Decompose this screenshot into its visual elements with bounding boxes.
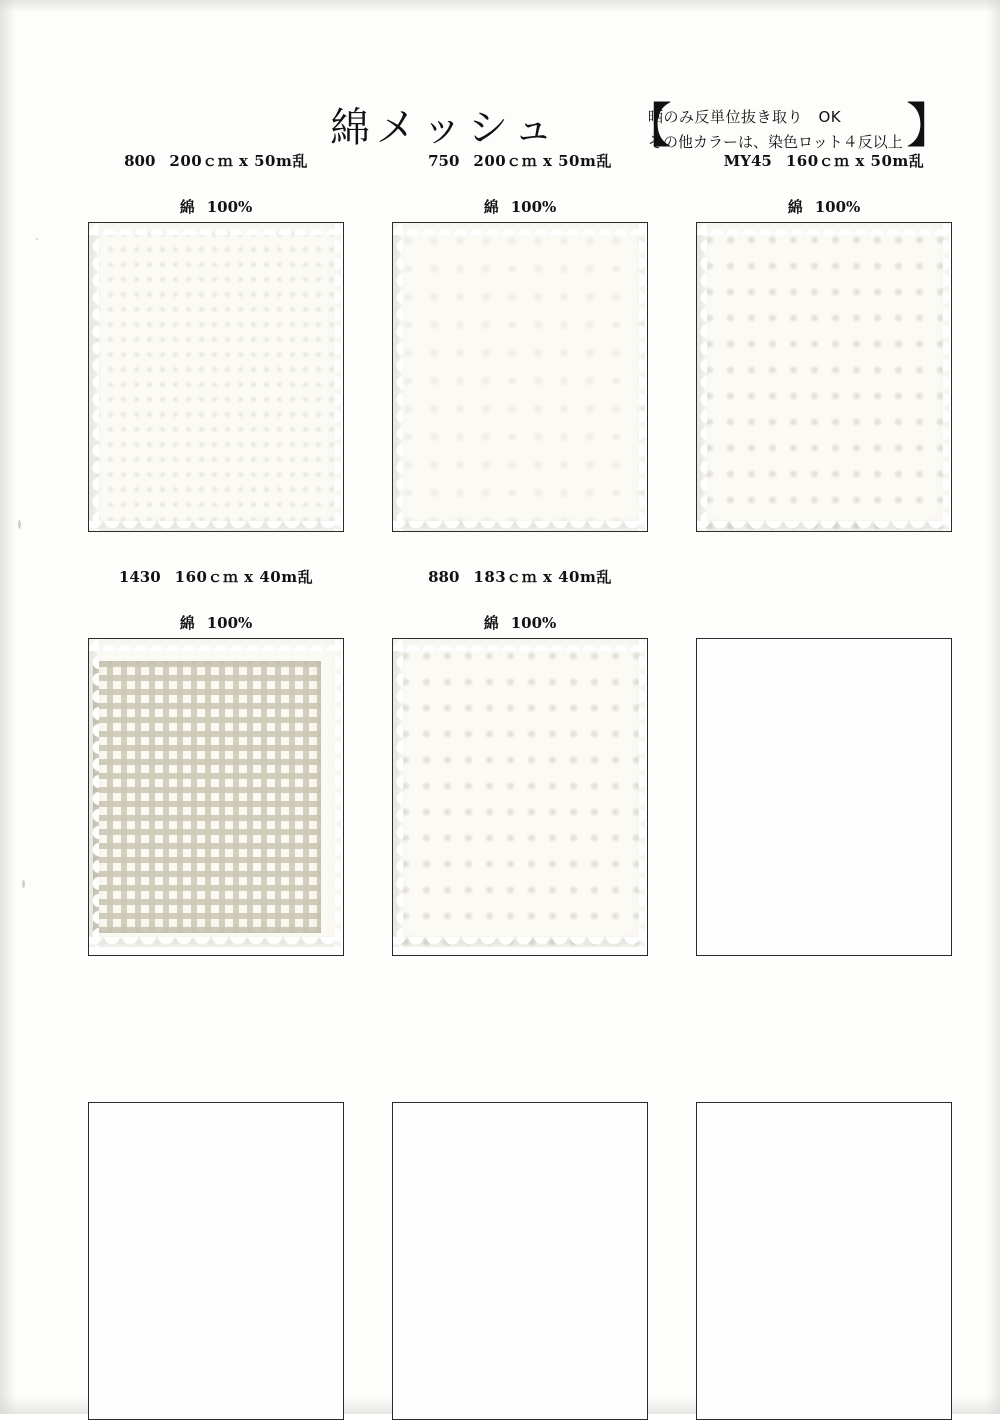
fabric-image	[88, 222, 344, 532]
fabric-edge-bottom	[88, 521, 344, 532]
swatch-composition	[392, 612, 648, 633]
composition-label: 綿	[787, 198, 803, 216]
swatch-header	[382, 566, 658, 587]
swatch-frame	[88, 222, 344, 532]
fabric-edge-right	[943, 222, 952, 532]
fabric-texture	[697, 223, 949, 531]
swatch-composition	[88, 196, 344, 217]
swatch-spec: 200ｃｍ x 50m乱	[169, 152, 308, 170]
swatch-header	[686, 150, 962, 171]
fabric-texture	[393, 223, 645, 531]
swatch-code: MY45	[723, 152, 772, 170]
fabric-edge-right	[639, 638, 648, 953]
fabric-image	[696, 222, 952, 532]
fabric-edge-left	[392, 638, 403, 953]
swatch-frame	[392, 222, 648, 532]
swatch-frame-empty	[88, 1102, 344, 1420]
fabric-edge-bottom	[392, 937, 648, 953]
fabric-image	[392, 638, 648, 953]
scan-artifact	[18, 520, 21, 529]
composition-label: 綿	[483, 614, 499, 632]
swatch-frame	[696, 222, 952, 532]
swatch-spec: 160ｃｍ x 50m乱	[785, 152, 925, 170]
fabric-edge-top	[88, 222, 344, 235]
scan-artifact	[22, 880, 25, 888]
composition-percent: 100%	[510, 614, 557, 632]
fabric-image	[392, 222, 648, 532]
swatch-header	[382, 150, 658, 171]
page-title: 綿メッシュ	[330, 105, 560, 151]
fabric-edge-right	[639, 222, 648, 532]
fabric-texture	[89, 223, 341, 531]
fabric-edge-right	[335, 638, 344, 953]
swatch-code: 880	[428, 568, 460, 586]
fabric-edge-left	[392, 222, 403, 532]
swatch-frame	[392, 638, 648, 956]
fabric-edge-bottom	[392, 521, 648, 532]
brace-left-icon: 【	[624, 98, 673, 154]
swatch-spec: 200ｃｍ x 50m乱	[473, 152, 612, 170]
composition-label: 綿	[179, 198, 195, 216]
fabric-edge-left	[88, 638, 99, 953]
swatch-frame-empty	[696, 1102, 952, 1420]
swatch-spec: 183ｃｍ x 40m乱	[473, 568, 612, 586]
fabric-edge-top	[392, 638, 648, 651]
fabric-edge-left	[88, 222, 99, 532]
fabric-edge-bottom	[88, 937, 344, 953]
swatch-code: 1430	[118, 568, 161, 586]
swatch-composition	[696, 196, 952, 217]
fabric-edge-top	[88, 638, 344, 651]
swatch-code: 750	[428, 152, 460, 170]
swatch-frame	[88, 638, 344, 956]
composition-percent: 100%	[206, 198, 253, 216]
swatch-header	[78, 150, 354, 171]
brace-right-icon: 】	[905, 98, 954, 154]
composition-percent: 100%	[206, 614, 253, 632]
fabric-edge-top	[696, 222, 952, 235]
swatch-code: 800	[124, 152, 156, 170]
swatch-composition	[88, 612, 344, 633]
fabric-texture	[393, 639, 645, 947]
swatch-frame-empty	[392, 1102, 648, 1420]
fabric-edge-left	[696, 222, 707, 532]
composition-percent: 100%	[510, 198, 557, 216]
composition-percent: 100%	[814, 198, 861, 216]
fabric-edge-top	[392, 222, 648, 235]
fabric-edge-right	[335, 222, 344, 532]
fabric-image	[88, 638, 344, 953]
fabric-texture	[93, 661, 321, 933]
note-line-1: 晒のみ反単位抜き取り OK	[648, 108, 842, 126]
swatch-spec: 160ｃｍ x 40m乱	[174, 568, 314, 586]
swatch-composition	[392, 196, 648, 217]
swatch-frame-empty	[696, 638, 952, 956]
scan-artifact	[36, 238, 38, 240]
swatch-header	[78, 566, 354, 587]
note-line-2: その他カラーは、染色ロット４反以上	[648, 133, 903, 151]
composition-label: 綿	[179, 614, 195, 632]
composition-label: 綿	[483, 198, 499, 216]
fabric-edge-bottom	[696, 521, 952, 532]
